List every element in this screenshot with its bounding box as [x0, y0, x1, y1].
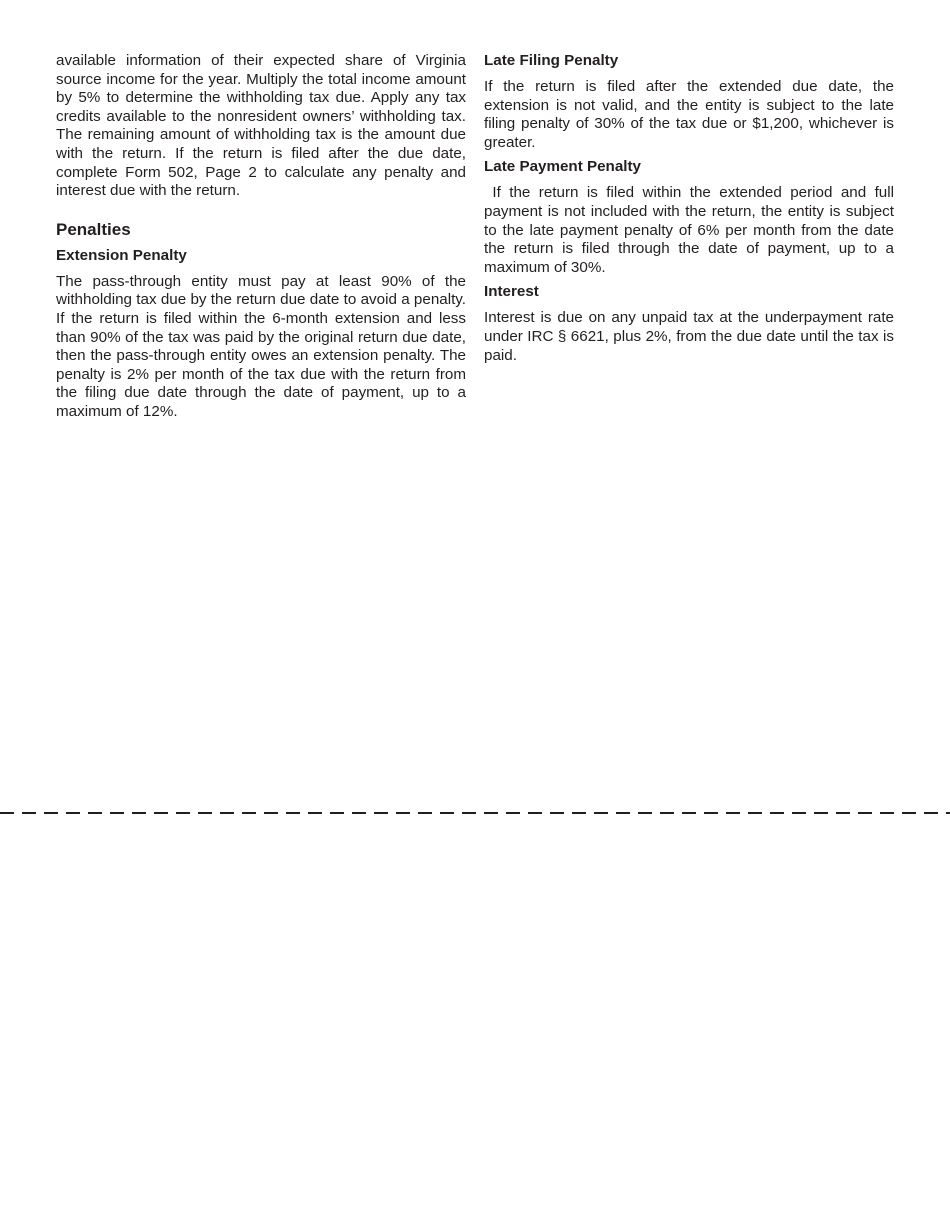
penalties-heading: Penalties — [56, 219, 131, 239]
late-payment-penalty-heading: Late Payment Penalty — [484, 158, 641, 176]
late-filing-penalty-text: If the return is filed after the extended due date, the extension is not valid, and the entity is subject to the late filing penalty of 30% of the tax due or $1,200, whichever is greater. — [484, 78, 894, 151]
late-filing-penalty-heading: Late Filing Penalty — [484, 52, 619, 69]
dashed-cut-line — [0, 812, 950, 814]
left-column — [56, 52, 466, 422]
late-payment-penalty-text: If the return is filed within the extended period and full payment is not included with the return, the entity is subject to the late payment penalty of 6% per month from the date the return is filed through the date of payment, up to a maximum of 30%. — [484, 184, 899, 276]
interest-heading: Interest — [484, 283, 539, 301]
extension-penalty-text: The pass-through entity must pay at least 90% of the withholding tax due by the return due date to avoid a penalty. If the return is filed within the 6-month extension and less than 90% of the tax was paid by the original return due date, then the pass-through entity owes an extension penalty. The penalty is 2% per month of the tax due with the return from the filing due date through the date of payment, up to a maximum of 12%. — [56, 272, 466, 420]
right-column — [484, 52, 899, 365]
intro-paragraph: available information of their expected share of Virginia source income for the year. Multiply the total income amount by 5% to determine the withholding tax due. Apply any tax credits available to the nonresident owners’ withholding tax. The remaining amount of withholding tax is the amount due with the return. If the return is filed after the due date, complete Form 502, Page 2 to calculate any penalty and interest due with the return. — [56, 52, 466, 200]
extension-penalty-heading: Extension Penalty — [56, 246, 187, 264]
interest-text: Interest is due on any unpaid tax at the underpayment rate under IRC § 6621, plus 2%, from the due date until the tax is paid. — [484, 309, 894, 364]
